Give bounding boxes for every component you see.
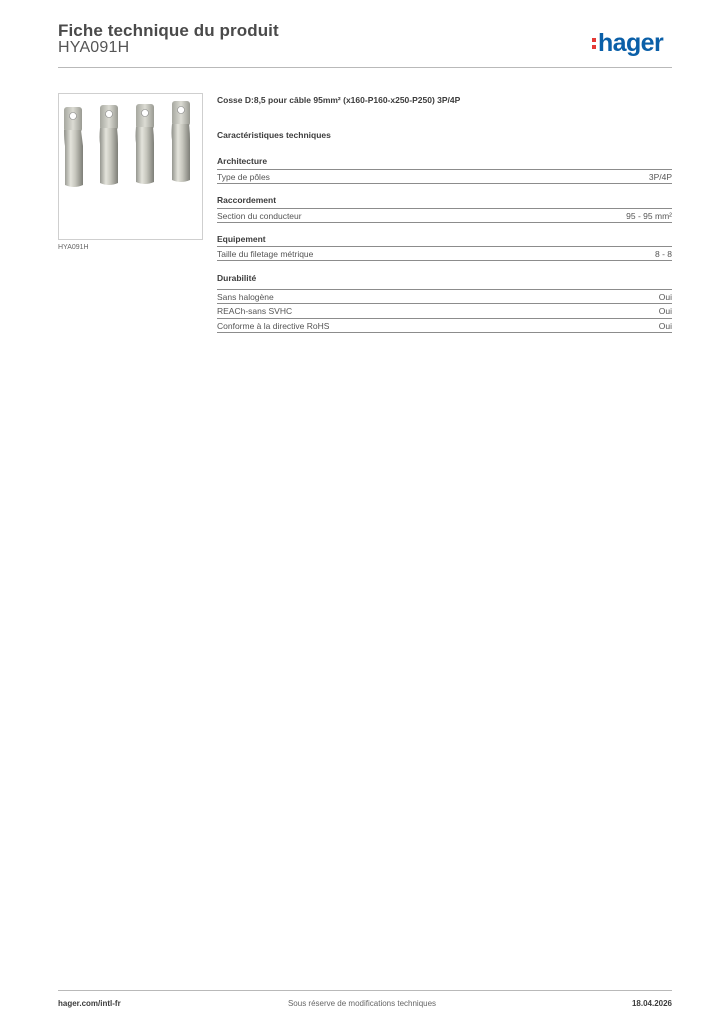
image-caption: HYA091H	[58, 244, 89, 251]
spec-label: Conforme à la directive RoHS	[217, 320, 330, 331]
logo-colon-mark	[592, 38, 596, 49]
footer-date: 18.04.2026	[631, 999, 672, 1008]
spec-label: Sans halogène	[217, 291, 274, 302]
spec-value: 3P/4P	[648, 171, 672, 182]
lug-1	[64, 107, 83, 187]
section-heading-raccordement: Raccordement	[217, 195, 277, 205]
section-heading-architecture: Architecture	[217, 156, 268, 166]
spec-label: REACh-sans SVHC	[217, 305, 293, 316]
logo-text: hager	[598, 28, 664, 57]
hager-logo	[592, 28, 663, 58]
section-heading-durabilite: Durabilité	[217, 273, 257, 283]
lug-3	[136, 104, 155, 184]
spec-row	[217, 169, 672, 184]
spec-value: Oui	[658, 320, 672, 331]
footer-divider	[58, 990, 672, 991]
spec-value: 8 - 8	[654, 248, 672, 259]
section-heading-equipement: Equipement	[217, 234, 266, 244]
spec-value: Oui	[658, 305, 672, 316]
spec-label: Type de pôles	[217, 171, 270, 182]
spec-row	[217, 303, 672, 317]
lug-4	[172, 101, 191, 182]
technical-characteristics-heading: Caractéristiques techniques	[217, 130, 331, 140]
spec-label: Taille du filetage métrique	[217, 248, 314, 259]
product-image	[58, 93, 203, 240]
footer-website-link[interactable]: hager.com/intl-fr	[58, 999, 121, 1008]
product-reference: HYA091H	[58, 39, 130, 56]
spec-row	[217, 318, 672, 333]
spec-value: Oui	[658, 291, 672, 302]
lug-2	[100, 105, 119, 185]
header-divider	[58, 67, 672, 68]
spec-value: 95 - 95 mm²	[626, 210, 672, 221]
footer-notice: Sous réserve de modifications techniques	[287, 999, 437, 1008]
spec-row	[217, 289, 672, 303]
spec-row	[217, 208, 672, 223]
cable-lugs-illustration	[59, 94, 202, 239]
page-title: Fiche technique du produit	[58, 21, 279, 40]
spec-label: Section du conducteur	[217, 210, 302, 221]
product-description: Cosse D:8,5 pour câble 95mm² (x160-P160-x250-P250) 3P/4P	[217, 95, 461, 105]
spec-row	[217, 246, 672, 261]
